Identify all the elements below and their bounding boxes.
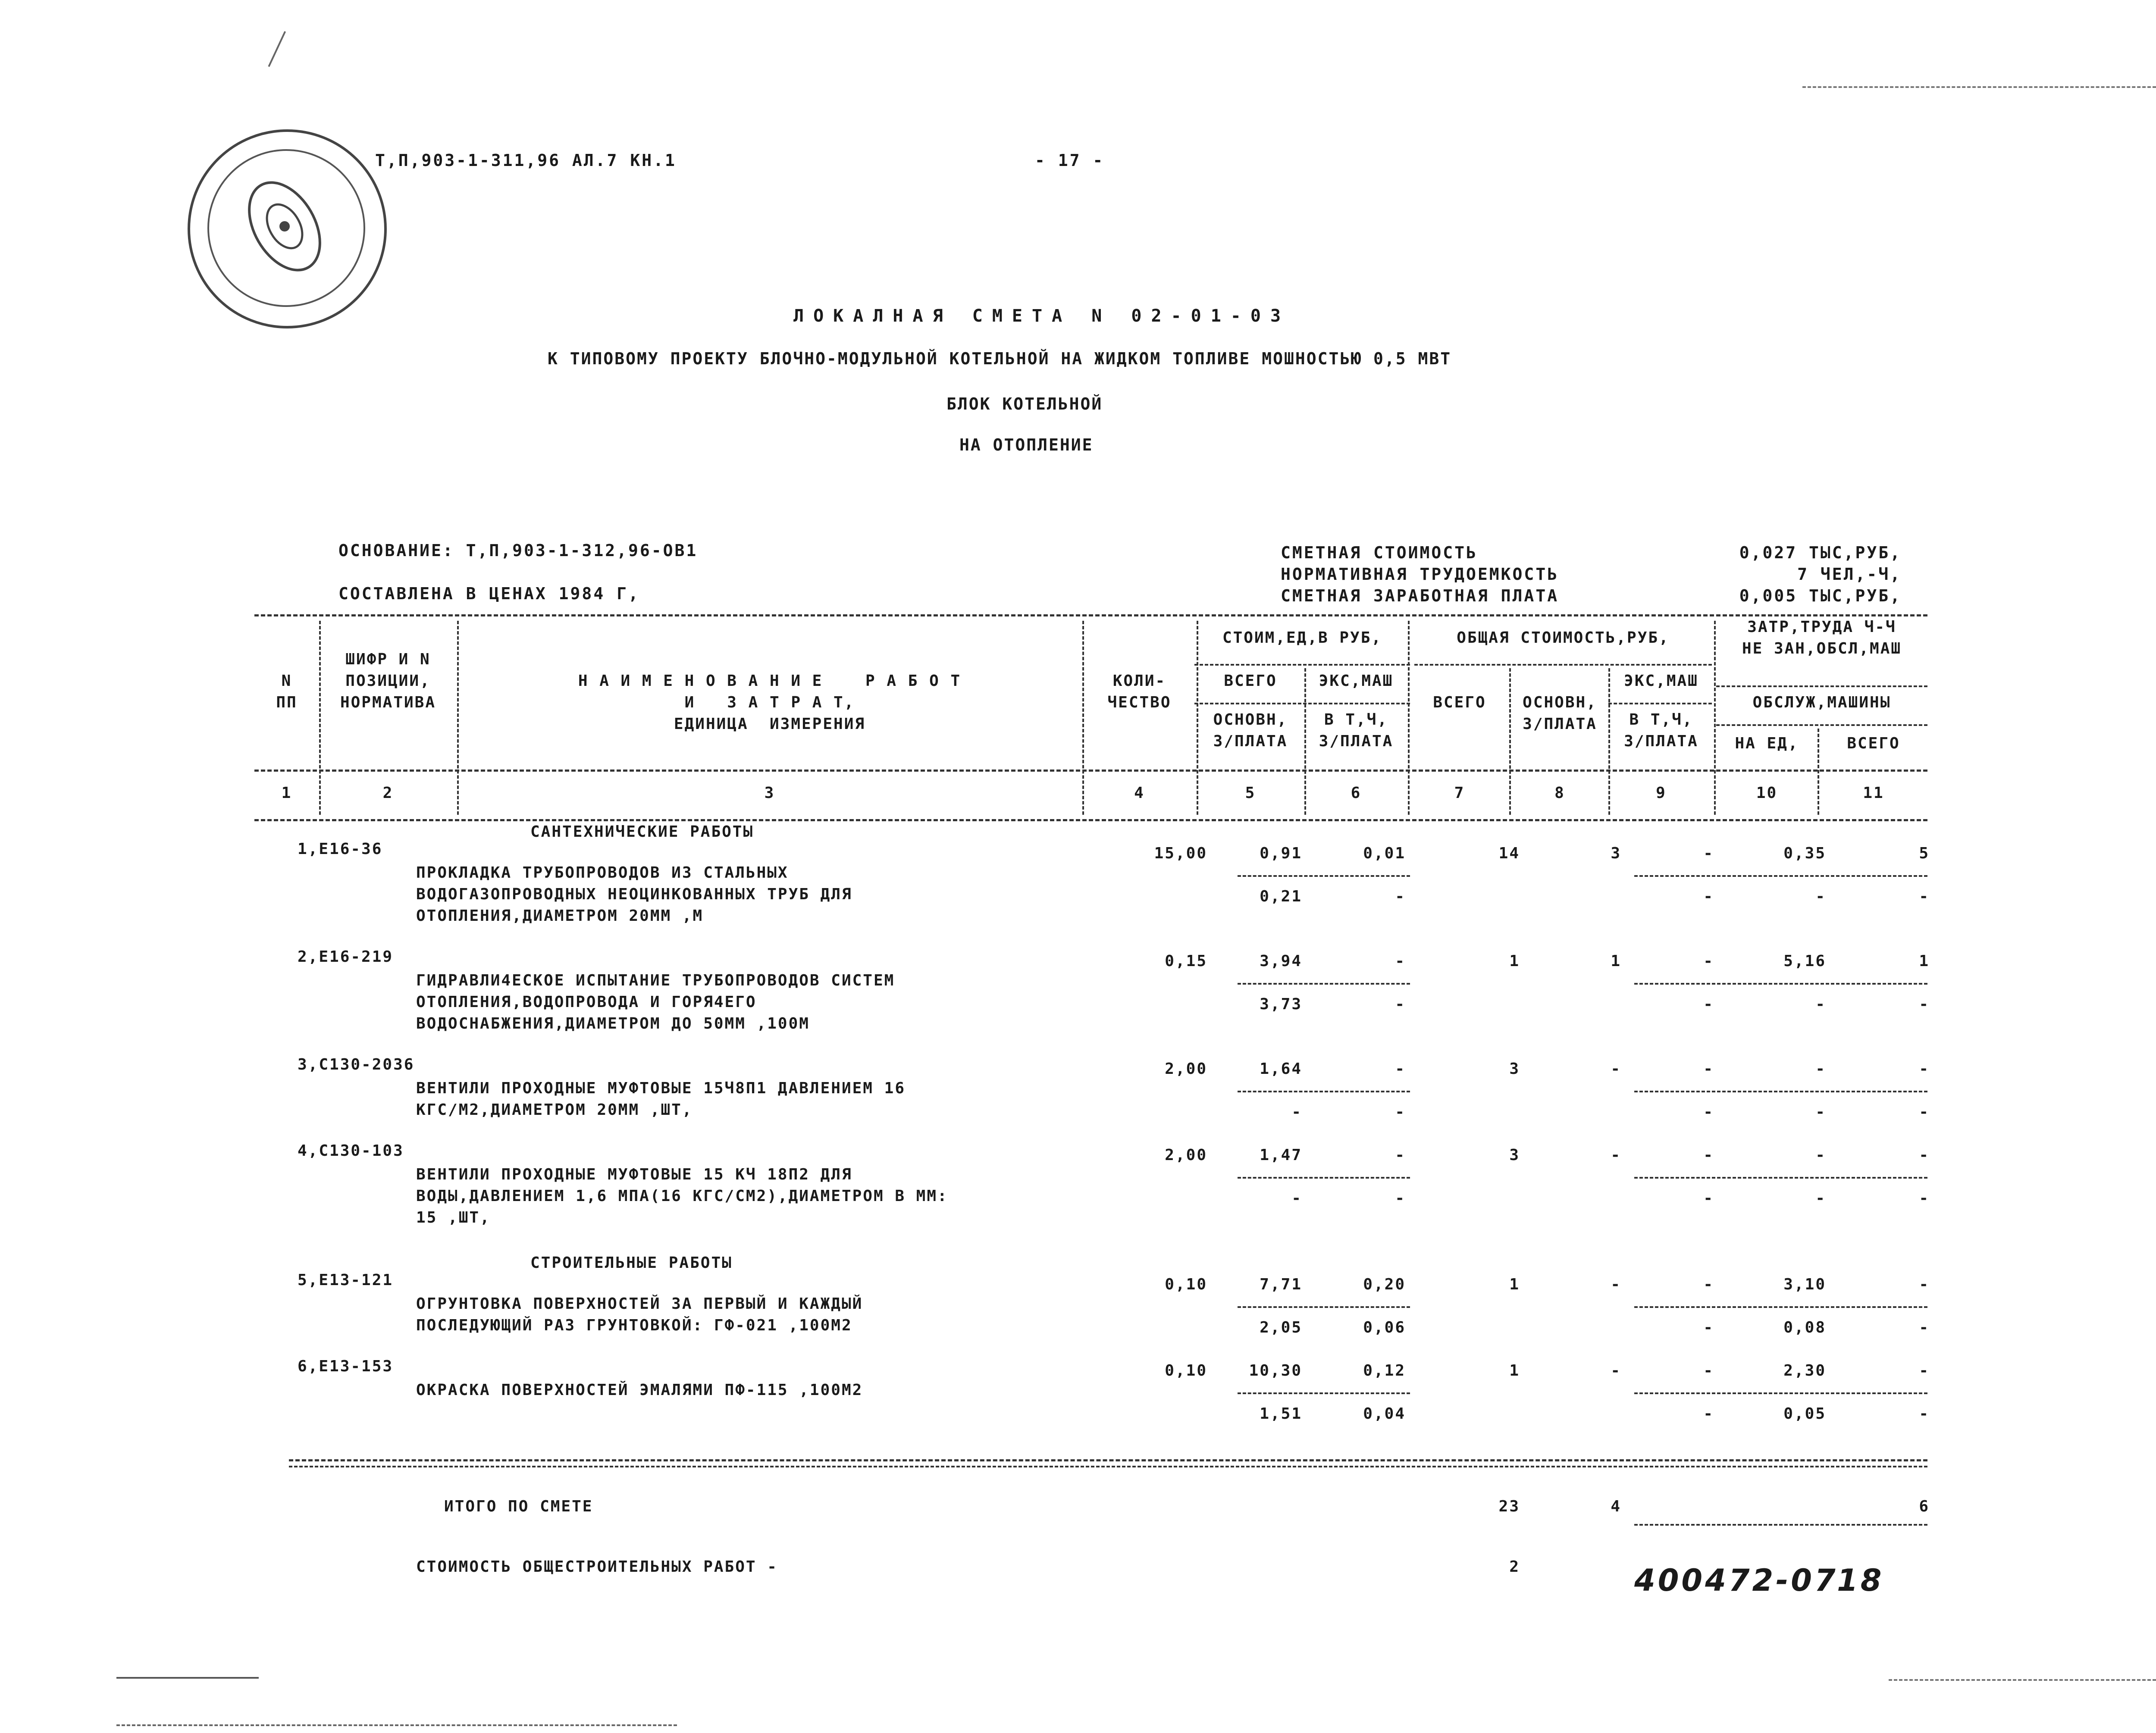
column-separator [1082, 621, 1084, 815]
item-code: 5,Е13-121 [298, 1271, 394, 1289]
item-total-cost: 3 [1509, 1060, 1520, 1078]
header-group-labor-machines: ОБСЛУЖ,МАШИНЫ [1752, 694, 1891, 711]
item-name: ВЕНТИЛИ ПРОХОДНЫЕ МУФТОВЫЕ 15Ч8П1 ДАВЛЕНИЕМ 16 КГС/М2,ДИАМЕТРОМ 20ММ ,ШТ, [416, 1079, 906, 1119]
column-number: 8 [1554, 784, 1565, 802]
item-labor-unit-b: - [1815, 995, 1826, 1013]
column-separator [457, 621, 459, 815]
column-number: 4 [1134, 784, 1145, 802]
item-total-wage: - [1611, 1362, 1621, 1380]
item-quantity: 0,15 [1165, 952, 1207, 970]
item-unit-machine-wage: 0,04 [1363, 1405, 1406, 1423]
cell-underline [1238, 1177, 1410, 1179]
estimate-prices: СОСТАВЛЕНА В ЦЕНАХ 1984 Г, [338, 584, 640, 603]
item-name: ОКРАСКА ПОВЕРХНОСТЕЙ ЭМАЛЯМИ ПФ-115 ,100М2 [416, 1381, 863, 1399]
header-rule [1716, 685, 1927, 687]
item-total-machine-wage: - [1703, 1405, 1714, 1423]
item-total-machine: - [1703, 952, 1714, 970]
item-labor-unit: 0,35 [1783, 845, 1826, 862]
item-labor-total: 1 [1919, 952, 1930, 970]
item-code: 6,Е13-153 [298, 1358, 394, 1375]
column-separator [1509, 668, 1511, 815]
estimate-title: ЛОКАЛНАЯ СМЕТА N 02-01-03 [793, 306, 1291, 326]
item-unit-machine-wage: - [1395, 995, 1406, 1013]
item-labor-total: - [1919, 1276, 1930, 1293]
cell-underline [1238, 983, 1410, 985]
item-name: ПРОКЛАДКА ТРУБОПРОВОДОВ ИЗ СТАЛЬНЫХ ВОДОГАЗОПРОВОДНЫХ НЕОЦИНКОВАННЫХ ТРУБ ДЛЯ ОТОПЛЕНИЯ,ДИАМЕТРОМ 20ММ ,М [416, 864, 852, 925]
header-col-total: ВСЕГО [1433, 694, 1486, 711]
item-name: ГИДРАВЛИ4ЕСКОЕ ИСПЫТАНИЕ ТРУБОПРОВОДОВ СИСТЕМ ОТОПЛЕНИЯ,ВОДОПРОВОДА И ГОРЯ4ЕГО ВОДОСНАБЖЕНИЯ,ДИАМЕТРОМ ДО 50ММ ,100М [416, 972, 895, 1032]
item-labor-total-b: - [1919, 1189, 1930, 1207]
item-labor-unit: - [1815, 1146, 1826, 1164]
column-separator [1197, 621, 1198, 815]
header-rule [1716, 724, 1927, 726]
item-total-cost: 1 [1509, 952, 1520, 970]
column-number: 3 [764, 784, 775, 802]
header-col-code: ШИФР И N ПОЗИЦИИ, НОРМАТИВА [340, 651, 436, 711]
item-total-wage: 3 [1611, 845, 1621, 862]
item-code: 4,С130-103 [298, 1142, 404, 1160]
header-col-total-machine: ЭКС,МАШ [1624, 672, 1698, 690]
item-total-machine-wage: - [1703, 995, 1714, 1013]
page-number: - 17 - [1035, 151, 1105, 170]
header-rule [1414, 664, 1712, 666]
item-labor-total: - [1919, 1362, 1930, 1380]
item-labor-unit: 2,30 [1783, 1362, 1826, 1380]
item-unit-machine-wage: 0,06 [1363, 1319, 1406, 1336]
header-col-labor-unit: НА ЕД, [1735, 735, 1799, 752]
item-labor-total-b: - [1919, 1103, 1930, 1121]
item-labor-unit: 5,16 [1783, 952, 1826, 970]
item-unit-wage: 3,73 [1260, 995, 1302, 1013]
item-unit-wage: - [1291, 1189, 1302, 1207]
item-total-machine: - [1703, 1060, 1714, 1078]
header-rule [1608, 703, 1712, 704]
meta-value: 0,027 ТЫС,РУБ, [1739, 543, 1902, 562]
column-number: 7 [1454, 784, 1465, 802]
column-separator [1408, 621, 1410, 815]
item-quantity: 15,00 [1154, 845, 1207, 862]
header-group-labor: ЗАТР,ТРУДА Ч-Ч НЕ ЗАН,ОБСЛ,МАШ [1742, 618, 1902, 657]
item-unit-cost: 10,30 [1249, 1362, 1302, 1380]
item-total-machine-wage: - [1703, 1103, 1714, 1121]
item-labor-unit-b: - [1815, 1103, 1826, 1121]
table-rule [289, 1466, 1927, 1467]
header-col-total-wage: ОСНОВН, З/ПЛАТА [1523, 694, 1597, 733]
column-number: 9 [1656, 784, 1667, 802]
item-labor-unit-b: - [1815, 1189, 1826, 1207]
handwritten-code: 400472-07 [1634, 1563, 1838, 1598]
total-wage: 4 [1611, 1498, 1621, 1515]
item-unit-wage: 0,21 [1260, 888, 1302, 905]
item-unit-machine: - [1395, 1146, 1406, 1164]
item-unit-cost: 3,94 [1260, 952, 1302, 970]
item-unit-cost: 1,47 [1260, 1146, 1302, 1164]
column-separator [319, 621, 321, 815]
stray-mark [116, 1677, 259, 1679]
item-name: ВЕНТИЛИ ПРОХОДНЫЕ МУФТОВЫЕ 15 КЧ 18П2 ДЛЯ ВОДЫ,ДАВЛЕНИЕМ 1,6 МПА(16 КГС/СМ2),ДИАМЕТРОМ В ММ: 15 ,ШТ, [416, 1166, 948, 1226]
item-total-machine: - [1703, 845, 1714, 862]
item-unit-machine-wage: - [1395, 888, 1406, 905]
table-rule [289, 1459, 1927, 1461]
item-total-cost: 14 [1498, 845, 1520, 862]
item-total-machine-wage: - [1703, 1189, 1714, 1207]
table-rule [254, 614, 1927, 616]
estimate-subtitle: К ТИПОВОМУ ПРОЕКТУ БЛОЧНО-МОДУЛЬНОЙ КОТЕЛЬНОЙ НА ЖИДКОМ ТОПЛИВЕ МОШНОСТЬЮ 0,5 МВТ [548, 349, 1452, 368]
column-number: 11 [1863, 784, 1884, 802]
item-unit-wage: 2,05 [1260, 1319, 1302, 1336]
item-quantity: 2,00 [1165, 1146, 1207, 1164]
cell-underline [1634, 983, 1927, 985]
header-col-unit-machine: ЭКС,МАШ [1319, 672, 1394, 690]
cell-underline [1238, 1091, 1410, 1092]
item-unit-machine: 0,12 [1363, 1362, 1406, 1380]
section-title: САНТЕХНИЧЕСКИЕ РАБОТЫ [530, 823, 754, 841]
item-labor-total-b: - [1919, 888, 1930, 905]
estimate-basis: ОСНОВАНИЕ: Т,П,903-1-312,96-ОВ1 [338, 541, 698, 560]
item-labor-unit-b: 0,05 [1783, 1405, 1826, 1423]
section-title: СТРОИТЕЛЬНЫЕ РАБОТЫ [530, 1254, 733, 1272]
item-code: 2,Е16-219 [298, 948, 394, 966]
column-separator [1608, 668, 1610, 815]
header-rule [1194, 664, 1410, 666]
item-total-machine-wage: - [1703, 888, 1714, 905]
item-unit-cost: 7,71 [1260, 1276, 1302, 1293]
general-works-label: СТОИМОСТЬ ОБЩЕСТРОИТЕЛЬНЫХ РАБОТ - [416, 1558, 778, 1576]
cell-underline [1238, 1306, 1410, 1308]
header-col-total-machine-wage: В Т,Ч, З/ПЛАТА [1624, 711, 1698, 750]
header-rule [1194, 703, 1410, 704]
header-col-labor-total: ВСЕГО [1847, 735, 1900, 752]
item-total-machine: - [1703, 1146, 1714, 1164]
table-rule [254, 770, 1927, 772]
meta-label: СМЕТНАЯ СТОИМОСТЬ [1281, 543, 1478, 562]
item-unit-cost: 0,91 [1260, 845, 1302, 862]
stray-mark [1889, 1679, 2156, 1681]
item-unit-machine: 0,20 [1363, 1276, 1406, 1293]
item-total-machine: - [1703, 1362, 1714, 1380]
item-unit-wage: - [1291, 1103, 1302, 1121]
meta-value: 7 ЧЕЛ,-Ч, [1797, 565, 1902, 584]
item-quantity: 2,00 [1165, 1060, 1207, 1078]
item-labor-total-b: - [1919, 1405, 1930, 1423]
cell-underline [1238, 875, 1410, 877]
item-unit-machine: 0,01 [1363, 845, 1406, 862]
item-labor-unit: 3,10 [1783, 1276, 1826, 1293]
stray-mark [268, 31, 288, 68]
round-seal-stamp [188, 129, 387, 328]
cell-underline [1634, 1392, 1927, 1394]
item-total-wage: 1 [1611, 952, 1621, 970]
item-total-wage: - [1611, 1060, 1621, 1078]
meta-label: СМЕТНАЯ ЗАРАБОТНАЯ ПЛАТА [1281, 586, 1559, 605]
item-unit-wage: 1,51 [1260, 1405, 1302, 1423]
item-unit-machine-wage: - [1395, 1189, 1406, 1207]
header-col-name: Н А И М Е Н О В А Н И Е Р А Б О Т И З А Т Р А Т, ЕДИНИЦА ИЗМЕРЕНИЯ [578, 672, 962, 733]
table-rule [254, 819, 1927, 821]
meta-label: НОРМАТИВНАЯ ТРУДОЕМКОСТЬ [1281, 565, 1559, 584]
item-total-cost: 1 [1509, 1362, 1520, 1380]
item-labor-total: 5 [1919, 845, 1930, 862]
column-separator [1304, 668, 1306, 815]
stray-mark [116, 1724, 677, 1726]
header-group-total-cost: ОБЩАЯ СТОИМОСТЬ,РУБ, [1457, 629, 1670, 647]
item-total-cost: 1 [1509, 1276, 1520, 1293]
item-total-machine: - [1703, 1276, 1714, 1293]
column-number: 6 [1351, 784, 1362, 802]
total-label: ИТОГО ПО СМЕТЕ [444, 1498, 593, 1515]
header-col-unit-total: ВСЕГО [1224, 672, 1277, 690]
estimate-purpose: НА ОТОПЛЕНИЕ [959, 435, 1094, 454]
cell-underline [1634, 1177, 1927, 1179]
column-separator [1714, 621, 1716, 815]
column-separator [1818, 729, 1819, 815]
item-quantity: 0,10 [1165, 1276, 1207, 1293]
item-labor-unit-b: - [1815, 888, 1826, 905]
item-total-wage: - [1611, 1276, 1621, 1293]
general-works-value: 2 [1509, 1558, 1520, 1576]
item-total-wage: - [1611, 1146, 1621, 1164]
document-reference: Т,П,903-1-311,96 АЛ.7 КН.1 [375, 151, 677, 170]
item-name: ОГРУНТОВКА ПОВЕРХНОСТЕЙ ЗА ПЕРВЫЙ И КАЖДЫЙ ПОСЛЕДУЮЩИЙ РАЗ ГРУНТОВКОЙ: ГФ-021 ,100М2 [416, 1295, 863, 1334]
column-number: 10 [1756, 784, 1778, 802]
column-number: 2 [382, 784, 394, 802]
cell-underline [1634, 1091, 1927, 1092]
column-number: 5 [1245, 784, 1256, 802]
total-underline [1634, 1524, 1927, 1526]
header-col-number: N ПП [276, 672, 298, 711]
estimate-block: БЛОК КОТЕЛЬНОЙ [946, 394, 1103, 413]
header-group-unit-cost: СТОИМ,ЕД,В РУБ, [1222, 629, 1382, 647]
item-labor-total-b: - [1919, 995, 1930, 1013]
item-total-machine-wage: - [1703, 1319, 1714, 1336]
item-labor-unit-b: 0,08 [1783, 1319, 1826, 1336]
item-total-cost: 3 [1509, 1146, 1520, 1164]
cell-underline [1634, 875, 1927, 877]
meta-value: 0,005 ТЫС,РУБ, [1739, 586, 1902, 605]
header-col-unit-wage: ОСНОВН, З/ПЛАТА [1213, 711, 1288, 750]
total-labor: 6 [1919, 1498, 1930, 1515]
cell-underline [1634, 1306, 1927, 1308]
item-unit-cost: 1,64 [1260, 1060, 1302, 1078]
item-quantity: 0,10 [1165, 1362, 1207, 1380]
header-col-unit-machine-wage: В Т,Ч, З/ПЛАТА [1319, 711, 1394, 750]
item-labor-total: - [1919, 1060, 1930, 1078]
handwritten-page: 18 [1837, 1563, 1884, 1598]
item-code: 1,Е16-36 [298, 840, 383, 858]
item-code: 3,С130-2036 [298, 1056, 415, 1073]
item-labor-unit: - [1815, 1060, 1826, 1078]
item-unit-machine: - [1395, 952, 1406, 970]
item-unit-machine-wage: - [1395, 1103, 1406, 1121]
item-labor-total-b: - [1919, 1319, 1930, 1336]
item-unit-machine: - [1395, 1060, 1406, 1078]
header-col-quantity: КОЛИ- ЧЕСТВО [1107, 672, 1172, 711]
item-labor-total: - [1919, 1146, 1930, 1164]
total-cost: 23 [1498, 1498, 1520, 1515]
stray-mark [1802, 86, 2156, 88]
column-number: 1 [281, 784, 292, 802]
cell-underline [1238, 1392, 1410, 1394]
